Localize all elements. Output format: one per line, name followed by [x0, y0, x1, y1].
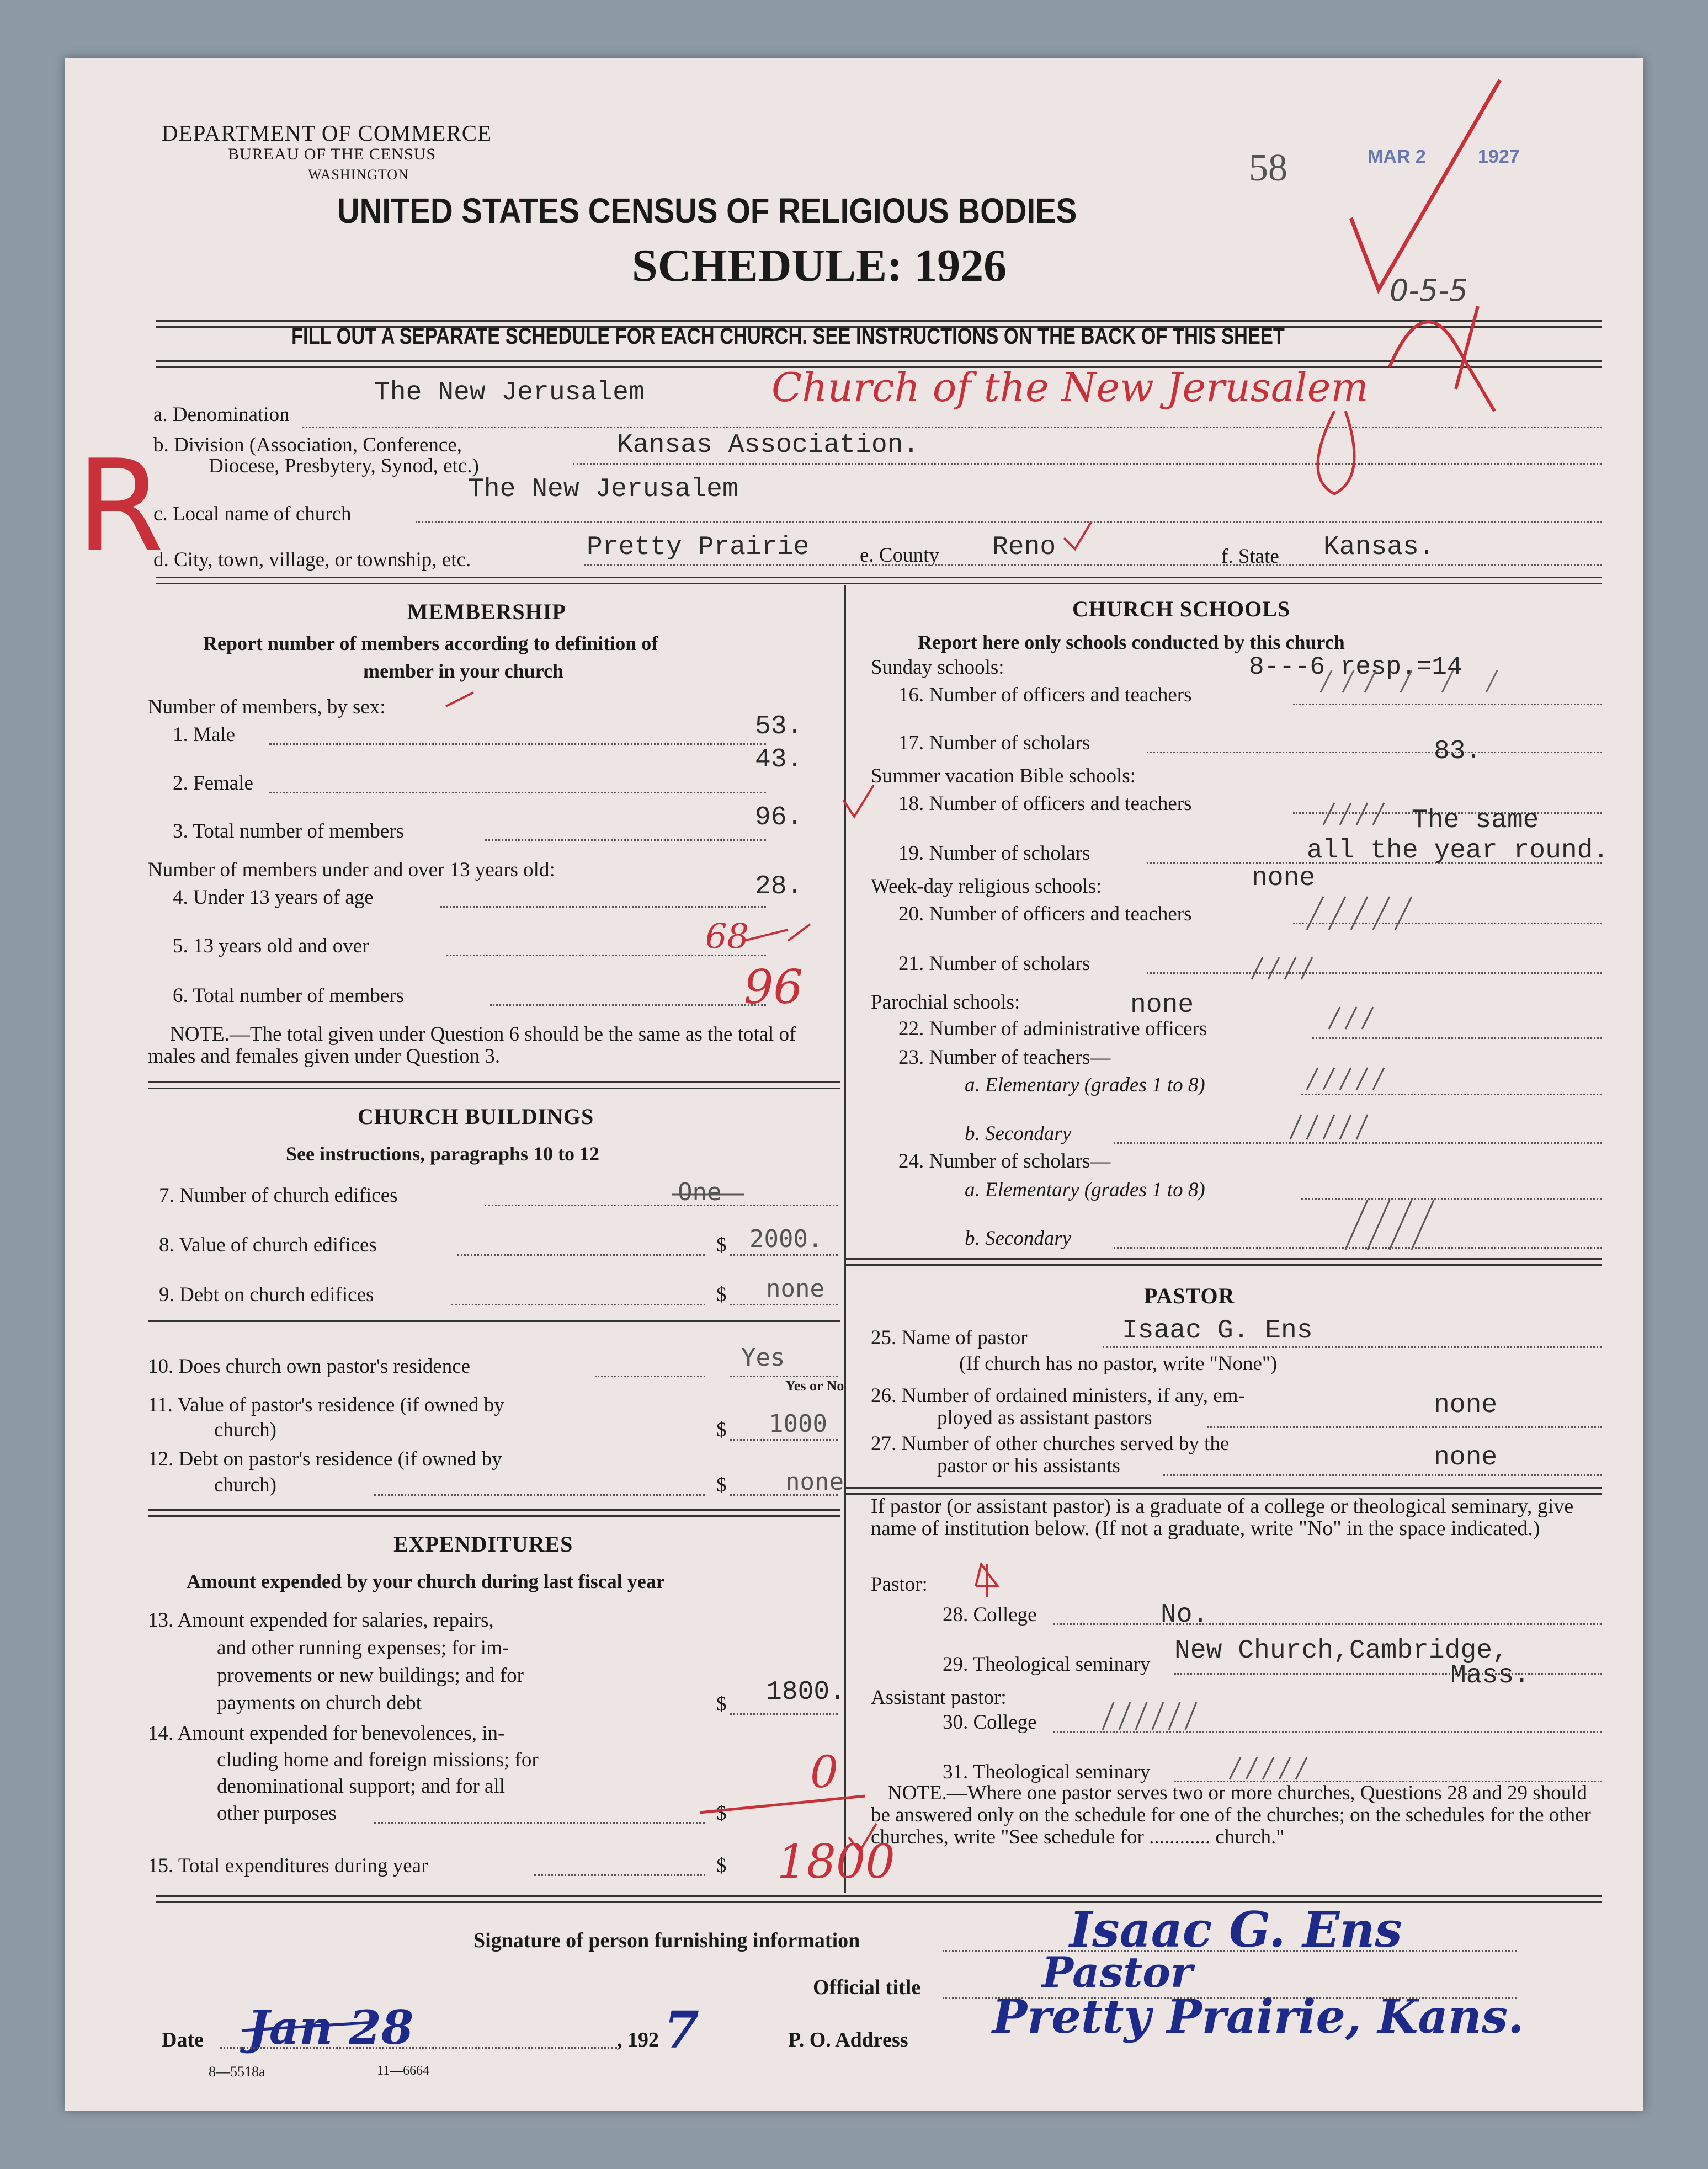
division-label: b. Division (Association, Conference,	[153, 434, 462, 456]
q17-value: 83.	[1434, 737, 1482, 766]
q6-value: 96	[744, 960, 803, 1014]
q17-label: 17. Number of scholars	[898, 732, 1090, 754]
q1-value: 53.	[755, 712, 803, 742]
q14-label-1: 14. Amount expended for benevolences, in-	[148, 1722, 505, 1745]
q13-label-4: payments on church debt	[217, 1692, 422, 1714]
q14-value: 0	[810, 1746, 838, 1798]
q16-pencil-marks	[1321, 670, 1497, 692]
handwriting-overlay	[65, 58, 1643, 2111]
official-title-value: Pastor	[1042, 1948, 1193, 1997]
city-typed: Pretty Prairie	[587, 532, 810, 562]
q7-value: One	[678, 1178, 722, 1206]
q20-label: 20. Number of officers and teachers	[898, 903, 1192, 925]
q23-label: 23. Number of teachers—	[898, 1046, 1111, 1069]
q29-value: New Church,Cambridge,	[1174, 1636, 1508, 1666]
red-zero-mark	[1318, 411, 1354, 494]
division-typed: Kansas Association.	[617, 430, 919, 460]
q16-label: 16. Number of officers and teachers	[898, 684, 1192, 706]
q15-value: 1800	[777, 1835, 895, 1889]
q10-label: 10. Does church own pastor's residence	[148, 1355, 471, 1378]
q11-label-2: church)	[214, 1419, 276, 1441]
q7-label: 7. Number of church edifices	[159, 1184, 398, 1207]
q6-label: 6. Total number of members	[173, 984, 405, 1007]
q20-pencil-marks	[1307, 897, 1412, 930]
membership-title: MEMBERSHIP	[407, 599, 566, 624]
schedule-title: SCHEDULE: 1926	[632, 240, 1007, 291]
po-address-value: Pretty Prairie, Kans.	[992, 1989, 1524, 2044]
q4-value: 28.	[755, 872, 803, 902]
membership-note: NOTE.—The total given under Question 6 should be the same as the total of males and females given under Question 3.	[148, 1023, 796, 1068]
q8-value: 2000.	[749, 1225, 823, 1253]
q19-label: 19. Number of scholars	[898, 842, 1090, 865]
received-stamp-date: MAR 2	[1368, 146, 1426, 167]
q22-pencil-marks	[1329, 1007, 1373, 1029]
q12-value: none	[785, 1468, 844, 1496]
membership-sub-2: member in your church	[363, 660, 564, 682]
pastor-sublabel: Pastor:	[871, 1573, 928, 1596]
sex-strike-mark	[446, 692, 473, 706]
q12-label-2: church)	[214, 1474, 276, 1496]
q2-value: 43.	[755, 745, 803, 775]
year-label: , 192	[617, 2028, 659, 2051]
form-number: 58	[1249, 147, 1287, 189]
received-stamp-year: 1927	[1478, 146, 1520, 167]
official-title-label: Official title	[813, 1976, 921, 1999]
q2-label: 2. Female	[173, 772, 253, 795]
dollar-sign: $	[716, 1693, 727, 1715]
schools-title: CHURCH SCHOOLS	[1072, 596, 1291, 621]
q3-value: 96.	[755, 803, 803, 833]
q23a-pencil-marks	[1307, 1068, 1384, 1090]
form-code: 8—5518a	[209, 2064, 265, 2080]
q29-label: 29. Theological seminary	[943, 1653, 1151, 1676]
q24b-label: b. Secondary	[965, 1227, 1072, 1250]
local-name-label: c. Local name of church	[153, 503, 352, 525]
date-value: Jan 28	[247, 2000, 414, 2055]
q30-pencil-marks	[1103, 1702, 1196, 1730]
q10-hint: Yes or No	[785, 1378, 844, 1394]
pastor-note: NOTE.—Where one pastor serves two or more churches, Questions 28 and 29 should be answered only on the schedule for one of the churches; on the schedules for the other churches, write "See schedule for ............ church."	[871, 1782, 1591, 1848]
graduate-note: If pastor (or assistant pastor) is a graduate of a college or theological seminary, give name of institution below. (If not a graduate, write "No" in the space indicated.)	[871, 1495, 1574, 1540]
q1-label: 1. Male	[173, 723, 236, 746]
q30-label: 30. College	[943, 1711, 1037, 1734]
q15-label: 15. Total expenditures during year	[148, 1854, 428, 1877]
county-check-mark	[1064, 521, 1092, 549]
weekday-label: Week-day religious schools:	[871, 875, 1102, 898]
bureau-name: BUREAU OF THE CENSUS	[228, 145, 436, 163]
q10-value: Yes	[741, 1344, 785, 1372]
q25-label: 25. Name of pastor	[871, 1326, 1028, 1349]
q11-label: 11. Value of pastor's residence (if owned by	[148, 1394, 504, 1416]
dollar-sign: $	[716, 1419, 727, 1441]
q25-value: Isaac G. Ens	[1122, 1316, 1313, 1346]
total-check-mark	[843, 785, 874, 817]
q9-label: 9. Debt on church edifices	[159, 1283, 374, 1306]
q22-label: 22. Number of administrative officers	[898, 1017, 1207, 1040]
q27-label-2: pastor or his assistants	[937, 1454, 1120, 1477]
q24a-label: a. Elementary (grades 1 to 8)	[965, 1179, 1205, 1201]
q26-label: 26. Number of ordained ministers, if any, em-	[871, 1384, 1245, 1407]
county-label: e. County	[860, 544, 939, 567]
dollar-sign: $	[716, 1854, 727, 1877]
membership-sub: Report number of members according to definition of	[203, 632, 658, 654]
dollar-sign: $	[716, 1474, 727, 1496]
q31-pencil-marks	[1230, 1757, 1307, 1779]
q29-value-2: Mass.	[1450, 1661, 1530, 1691]
q12-label: 12. Debt on pastor's residence (if owned by	[148, 1448, 502, 1470]
q13-value: 1800.	[766, 1677, 846, 1707]
schools-sub: Report here only schools conducted by this church	[918, 631, 1345, 653]
date-strike-mark	[242, 2022, 374, 2031]
q5-strike-mark	[744, 924, 810, 941]
q13-label-3: provements or new buildings; and for	[217, 1664, 524, 1687]
q14-strike-mark	[700, 1796, 865, 1813]
q24b-pencil-marks	[1345, 1200, 1434, 1250]
q14-label-4: other purposes	[217, 1802, 337, 1825]
q5-label: 5. 13 years old and over	[173, 935, 369, 957]
large-check-mark	[1351, 80, 1500, 290]
weekday-typed: none	[1252, 864, 1316, 893]
date-label: Date	[162, 2028, 204, 2051]
year-digit: 7	[664, 2000, 700, 2060]
q9-value: none	[766, 1275, 824, 1303]
denomination-handwritten: Church of the New Jerusalem	[771, 364, 1369, 411]
age-heading: Number of members under and over 13 years old:	[148, 859, 555, 881]
q11-value: 1000	[769, 1410, 827, 1438]
assistant-sublabel: Assistant pastor:	[871, 1686, 1007, 1709]
denomination-typed: The New Jerusalem	[374, 378, 645, 408]
q31-label: 31. Theological seminary	[943, 1761, 1151, 1783]
q27-value: none	[1434, 1443, 1498, 1473]
dollar-sign: $	[716, 1283, 727, 1306]
buildings-title: CHURCH BUILDINGS	[358, 1104, 594, 1129]
form-code-2: 11—6664	[377, 2064, 430, 2078]
q28-label: 28. College	[943, 1603, 1037, 1626]
signature-label: Signature of person furnishing information	[473, 1929, 860, 1952]
signature-value: Isaac G. Ens	[1070, 1901, 1402, 1958]
denomination-label: a. Denomination	[153, 403, 290, 426]
form-title: UNITED STATES CENSUS OF RELIGIOUS BODIES	[337, 191, 1077, 231]
q25-hint: (If church has no pastor, write "None")	[959, 1352, 1278, 1375]
q5-value: 68	[705, 916, 749, 956]
q21-pencil-marks	[1252, 957, 1312, 979]
state-typed: Kansas.	[1323, 532, 1435, 562]
q13-label-2: and other running expenses; for im-	[217, 1637, 509, 1659]
q19-value: all the year round.	[1307, 836, 1609, 866]
city-label: d. City, town, village, or township, etc.	[153, 548, 471, 571]
q15-check-mark	[849, 1824, 876, 1851]
summer-label: Summer vacation Bible schools:	[871, 765, 1136, 787]
department-name: DEPARTMENT OF COMMERCE	[162, 120, 492, 146]
q23a-label: a. Elementary (grades 1 to 8)	[965, 1074, 1205, 1096]
q14-label-3: denominational support; and for all	[217, 1775, 505, 1798]
expenditures-title: EXPENDITURES	[393, 1532, 573, 1557]
local-name-typed: The New Jerusalem	[468, 475, 738, 504]
q24-label: 24. Number of scholars—	[898, 1150, 1111, 1173]
margin-r-mark: R	[76, 433, 164, 580]
dollar-sign: $	[716, 1802, 727, 1825]
pastor-red-mark	[976, 1564, 998, 1597]
code-number: 0-5-5	[1390, 273, 1468, 308]
q8-label: 8. Value of church edifices	[159, 1234, 377, 1256]
census-form-sheet	[65, 58, 1643, 2111]
buildings-sub: See instructions, paragraphs 10 to 12	[286, 1143, 600, 1165]
sunday-label: Sunday schools:	[871, 656, 1004, 679]
dollar-sign: $	[716, 1234, 727, 1256]
q18-label: 18. Number of officers and teachers	[898, 792, 1192, 815]
q18-pencil-marks	[1323, 803, 1384, 825]
expenditures-sub: Amount expended by your church during last fiscal year	[187, 1570, 665, 1592]
q4-label: 4. Under 13 years of age	[173, 886, 374, 909]
city-name: WASHINGTON	[308, 167, 409, 183]
q23b-label: b. Secondary	[965, 1122, 1072, 1145]
division-label-2: Diocese, Presbytery, Synod, etc.)	[209, 455, 479, 477]
red-tally-mark	[1390, 306, 1494, 411]
q26-value: none	[1434, 1390, 1498, 1420]
q27-label: 27. Number of other churches served by the	[871, 1432, 1230, 1455]
by-sex-label: Number of members, by sex:	[148, 696, 386, 718]
pastor-title: PASTOR	[1144, 1283, 1235, 1308]
parochial-label: Parochial schools:	[871, 991, 1020, 1014]
q26-label-2: ployed as assistant pastors	[937, 1406, 1152, 1429]
instruction-banner: FILL OUT A SEPARATE SCHEDULE FOR EACH CHURCH. SEE INSTRUCTIONS ON THE BACK OF THIS SHEET	[291, 323, 1285, 349]
po-address-label: P. O. Address	[788, 2028, 908, 2051]
q21-label: 21. Number of scholars	[898, 952, 1090, 975]
state-label: f. State	[1221, 545, 1279, 568]
sunday-typed: 8---6 resp.=14	[1249, 653, 1462, 681]
q14-label-2: cluding home and foreign missions; for	[217, 1749, 539, 1771]
q28-value: No.	[1161, 1600, 1209, 1630]
q3-label: 3. Total number of members	[173, 820, 405, 843]
county-typed: Reno	[992, 532, 1056, 562]
q13-label-1: 13. Amount expended for salaries, repairs,	[148, 1609, 494, 1632]
q23b-pencil-marks	[1290, 1115, 1368, 1139]
parochial-typed: none	[1130, 990, 1194, 1020]
q18-value: The same	[1412, 806, 1539, 835]
